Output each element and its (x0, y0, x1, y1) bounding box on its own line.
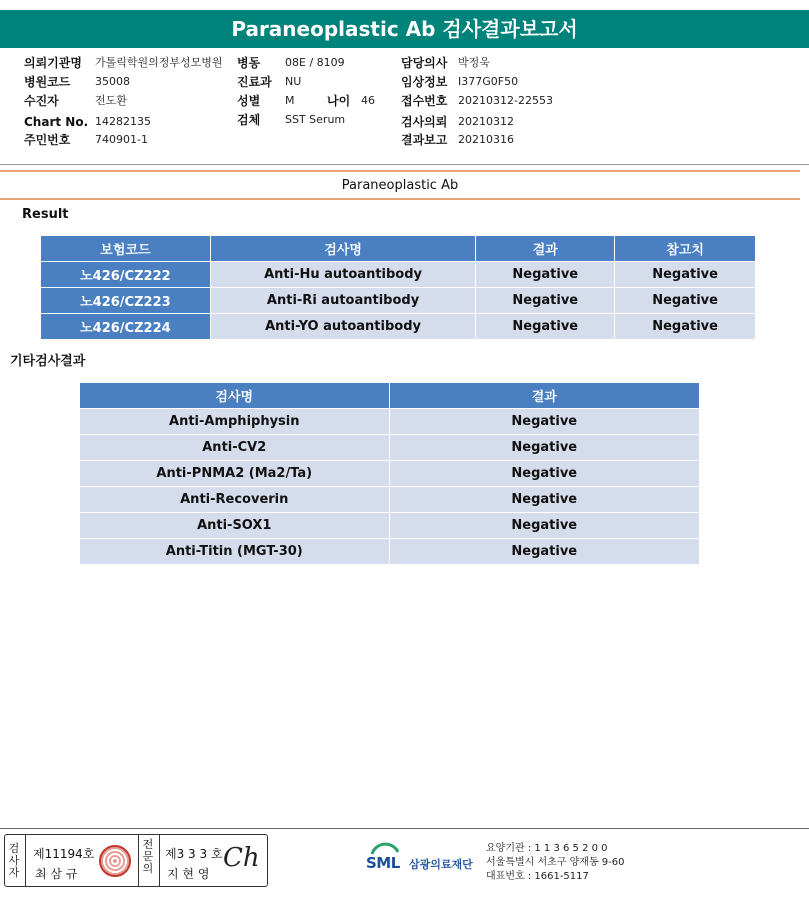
section-title: Paraneoplastic Ab (341, 178, 459, 193)
test-name: Anti-CV2 (80, 435, 390, 461)
reference-value: Negative (615, 314, 756, 340)
info-label: Chart No. (24, 115, 89, 129)
footer-divider (0, 828, 809, 829)
table-row (80, 487, 700, 513)
test-result: Negative (389, 435, 699, 461)
divider (0, 170, 800, 172)
inspector-name: 최 삼 규 (35, 867, 78, 881)
insurance-code: 노426/CZ223 (41, 288, 211, 314)
info-value: 가톨릭학원의정부성모병원 (95, 56, 223, 69)
info-value: 20210312-22553 (458, 94, 553, 107)
other-tests-table (79, 382, 700, 565)
patient-info (0, 54, 809, 164)
other-tests-heading: 기타검사결과 (10, 354, 86, 369)
inspector-license: 제11194호 (33, 847, 95, 861)
insurance-code: 노426/CZ222 (41, 262, 211, 288)
column-header: 결과 (476, 236, 615, 262)
info-label: 접수번호 (401, 94, 448, 108)
test-name: Anti-SOX1 (80, 513, 390, 539)
insurance-code: 노426/CZ224 (41, 314, 211, 340)
test-result: Negative (389, 539, 699, 565)
info-label: 나이 (327, 94, 351, 108)
specialist-label: 전문의 (142, 838, 154, 875)
info-value: 박정욱 (458, 56, 490, 69)
table-row (41, 288, 756, 314)
info-value: 08E / 8109 (285, 56, 345, 69)
logo-text: SML (366, 854, 400, 872)
test-result: Negative (476, 314, 615, 340)
test-result: Negative (389, 409, 699, 435)
org-line: 요양기관 : 1 1 3 6 5 2 0 0 (486, 843, 608, 854)
column-header: 검사명 (80, 383, 390, 409)
table-row (41, 262, 756, 288)
table-row (80, 513, 700, 539)
info-value: 46 (361, 94, 375, 107)
info-label: 결과보고 (401, 133, 448, 147)
info-label: 주민번호 (24, 133, 71, 147)
info-value: M (285, 94, 295, 107)
table-header-row (41, 236, 756, 262)
info-label: 성별 (237, 94, 261, 108)
info-label: 의뢰기관명 (24, 56, 82, 70)
info-label: 검사의뢰 (401, 115, 448, 129)
divider (0, 164, 809, 165)
info-value: 14282135 (95, 115, 151, 128)
column-header: 결과 (389, 383, 699, 409)
test-result: Negative (389, 513, 699, 539)
organization-info (486, 842, 625, 884)
specialist-name: 지 현 영 (167, 867, 210, 881)
test-name: Anti-Hu autoantibody (210, 262, 476, 288)
test-result: Negative (476, 262, 615, 288)
test-name: Anti-Recoverin (80, 487, 390, 513)
test-name: Anti-YO autoantibody (210, 314, 476, 340)
info-value: NU (285, 75, 302, 88)
column-header: 검사명 (210, 236, 476, 262)
info-label: 수진자 (24, 94, 59, 108)
test-name: Anti-PNMA2 (Ma2/Ta) (80, 461, 390, 487)
test-name: Anti-Amphiphysin (80, 409, 390, 435)
info-value: 20210312 (458, 115, 514, 128)
table-row (80, 461, 700, 487)
table-row (80, 435, 700, 461)
report-title: Paraneoplastic Ab 검사결과보고서 (0, 10, 809, 48)
info-label: 병원코드 (24, 75, 71, 89)
test-result: Negative (389, 461, 699, 487)
table-row (80, 539, 700, 565)
org-line: 서울특별시 서초구 양재동 9-60 (486, 857, 625, 868)
info-label: 진료과 (237, 75, 272, 89)
table-header-row (80, 383, 700, 409)
specialist-license: 제3 3 3 호 (165, 847, 223, 861)
info-value: SST Serum (285, 113, 346, 126)
test-name: Anti-Titin (MGT-30) (80, 539, 390, 565)
info-label: 검체 (237, 113, 261, 127)
info-value: 전도환 (95, 94, 127, 107)
info-value: 35008 (95, 75, 130, 88)
result-table (40, 235, 756, 340)
signature-icon: Ch (223, 843, 260, 873)
organization-name: 삼광의료재단 (409, 858, 473, 871)
info-label: 임상정보 (401, 75, 448, 89)
table-row (41, 314, 756, 340)
reference-value: Negative (615, 262, 756, 288)
column-header: 보험코드 (41, 236, 211, 262)
info-label: 담당의사 (401, 56, 448, 70)
test-result: Negative (389, 487, 699, 513)
divider (0, 198, 800, 200)
signature-box (4, 834, 268, 887)
column-header: 참고치 (615, 236, 756, 262)
inspector-label: 검사자 (8, 842, 20, 879)
result-heading: Result (22, 207, 69, 222)
test-name: Anti-Ri autoantibody (210, 288, 476, 314)
info-value: 740901-1 (95, 133, 148, 146)
info-value: 20210316 (458, 133, 514, 146)
seal-stamp-icon (99, 845, 131, 877)
info-value: I377G0F50 (458, 75, 519, 88)
test-result: Negative (476, 288, 615, 314)
org-line: 대표번호 : 1661-5117 (486, 871, 589, 882)
reference-value: Negative (615, 288, 756, 314)
table-row (80, 409, 700, 435)
info-label: 병동 (237, 56, 261, 70)
